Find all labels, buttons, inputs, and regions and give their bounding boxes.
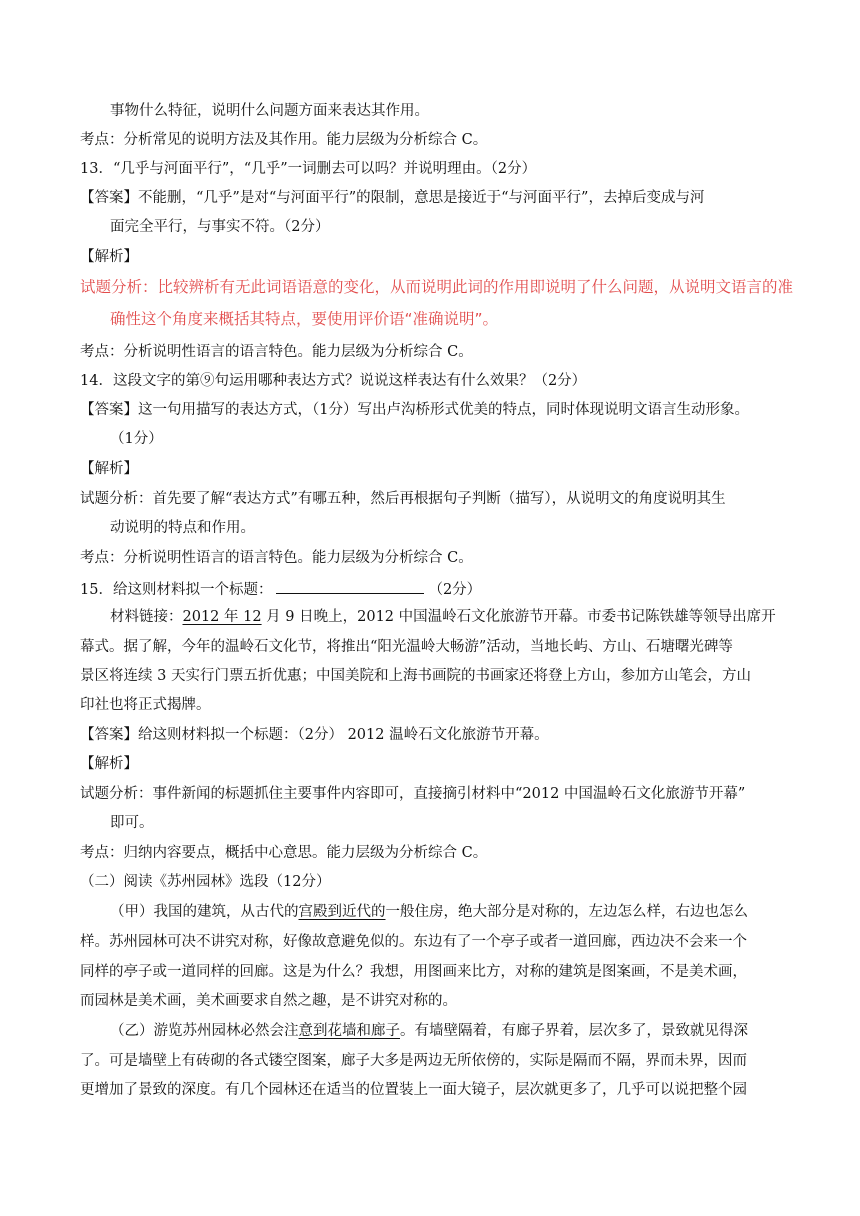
jiexi-heading: 【解析】 bbox=[80, 756, 138, 772]
red-analysis-line-2: 确性这个角度来概括其特点，要使用评价语“准确说明”。 bbox=[110, 310, 499, 328]
question-14: 14．这段文字的第⑨句运用哪种表达方式？说说这样表达有什么效果？（2分） bbox=[80, 373, 587, 389]
kaodian-line: 考点：分析说明性语言的语言特色。能力层级为分析综合 C。 bbox=[80, 344, 473, 360]
material-text: 月 9 日晚上，2012 中国温岭石文化旅游节开幕。市委书记陈铁雄等领导出席开 bbox=[261, 609, 776, 625]
passage-text: 。有墙壁隔着，有廊子界着，层次多了，景致就见得深 bbox=[400, 1023, 748, 1039]
passage-text: （甲）我国的建筑，从古代的 bbox=[110, 904, 299, 920]
answer-14-cont: （1分） bbox=[110, 431, 163, 447]
question-15-score: （2分） bbox=[428, 582, 482, 598]
material-label: 材料链接： bbox=[110, 609, 183, 625]
question-15 bbox=[80, 578, 481, 600]
material-line bbox=[110, 607, 776, 627]
passage-line: 样。苏州园林可决不讲究对称，好像故意避免似的。东边有了一个亭子或者一道回廊，西边决不会来一个 bbox=[80, 934, 747, 950]
passage-line bbox=[110, 1021, 748, 1041]
question-15-text: 15．给这则材料拟一个标题： bbox=[80, 582, 273, 598]
analysis-line-cont: 动说明的特点和作用。 bbox=[110, 520, 255, 536]
material-line: 景区将连续 3 天实行门票五折优惠；中国美院和上海书画院的书画家还将登上方山，参加方山笔会，方山 bbox=[80, 668, 751, 684]
material-line: 幕式。据了解，今年的温岭石文化节，将推出“阳光温岭大畅游”活动，当地长屿、方山、石塘曙光碑等 bbox=[80, 639, 733, 655]
material-date: 2012 年 12 bbox=[182, 609, 262, 625]
jiexi-heading: 【解析】 bbox=[80, 249, 138, 265]
answer-13-cont: 面完全平行，与事实不符。（2分） bbox=[110, 219, 330, 235]
passage-line: 了。可是墙壁上有砖砌的各式镂空图案，廊子大多是两边无所依傍的，实际是隔而不隔，界而未界，因而 bbox=[80, 1053, 747, 1069]
passage-line: 更增加了景致的深度。有几个园林还在适当的位置装上一面大镜子，层次就更多了，几乎可以说把整个园 bbox=[80, 1082, 747, 1098]
underlined-text: 宫殿到近代的 bbox=[298, 904, 386, 920]
answer-13: 【答案】不能删，“几乎”是对“与河面平行”的限制，意思是接近于“与河面平行”，去掉后变成与河 bbox=[80, 190, 705, 206]
analysis-line-cont: 即可。 bbox=[110, 815, 154, 831]
material-line: 印社也将正式揭牌。 bbox=[80, 697, 211, 713]
kaodian-line: 考点：分析说明性语言的语言特色。能力层级为分析综合 C。 bbox=[80, 550, 473, 566]
analysis-line: 试题分析：首先要了解“表达方式”有哪五种，然后再根据句子判断（描写），从说明文的角度说明其生 bbox=[80, 491, 726, 507]
passage-line: 同样的亭子或一道同样的回廊。这是为什么？我想，用图画来比方，对称的建筑是图案画，不是美术画， bbox=[80, 964, 747, 980]
answer-15: 【答案】给这则材料拟一个标题：（2分） 2012 温岭石文化旅游节开幕。 bbox=[80, 727, 549, 743]
section-heading: （二）阅读《苏州园林》选段（12分） bbox=[80, 874, 331, 890]
answer-blank bbox=[276, 578, 424, 594]
passage-line bbox=[110, 902, 748, 922]
red-analysis-line: 试题分析：比较辨析有无此词语语意的变化，从而说明此词的作用即说明了什么问题，从说明文语言的准 bbox=[80, 278, 794, 296]
jiexi-heading: 【解析】 bbox=[80, 461, 138, 477]
passage-text: （乙）游览苏州园林必然会注 bbox=[110, 1023, 299, 1039]
answer-14: 【答案】这一句用描写的表达方式，（1分）写出卢沟桥形式优美的特点，同时体现说明文语言生动形象。 bbox=[80, 402, 749, 418]
passage-text: 一般住房，绝大部分是对称的，左边怎么样，右边也怎么 bbox=[385, 904, 748, 920]
text-line: 事物什么特征，说明什么问题方面来表达其作用。 bbox=[110, 103, 429, 119]
kaodian-line: 考点：归纳内容要点，概括中心意思。能力层级为分析综合 C。 bbox=[80, 845, 488, 861]
passage-line: 而园林是美术画，美术画要求自然之趣，是不讲究对称的。 bbox=[80, 993, 457, 1009]
kaodian-line: 考点：分析常见的说明方法及其作用。能力层级为分析综合 C。 bbox=[80, 132, 488, 148]
question-13: 13．“几乎与河面平行”，“几乎”一词删去可以吗？并说明理由。（2分） bbox=[80, 161, 537, 177]
analysis-line: 试题分析：事件新闻的标题抓住主要事件内容即可，直接摘引材料中“2012 中国温岭石文化旅游节开幕” bbox=[80, 786, 746, 802]
underlined-text: 意到花墙和廊子 bbox=[298, 1023, 400, 1039]
